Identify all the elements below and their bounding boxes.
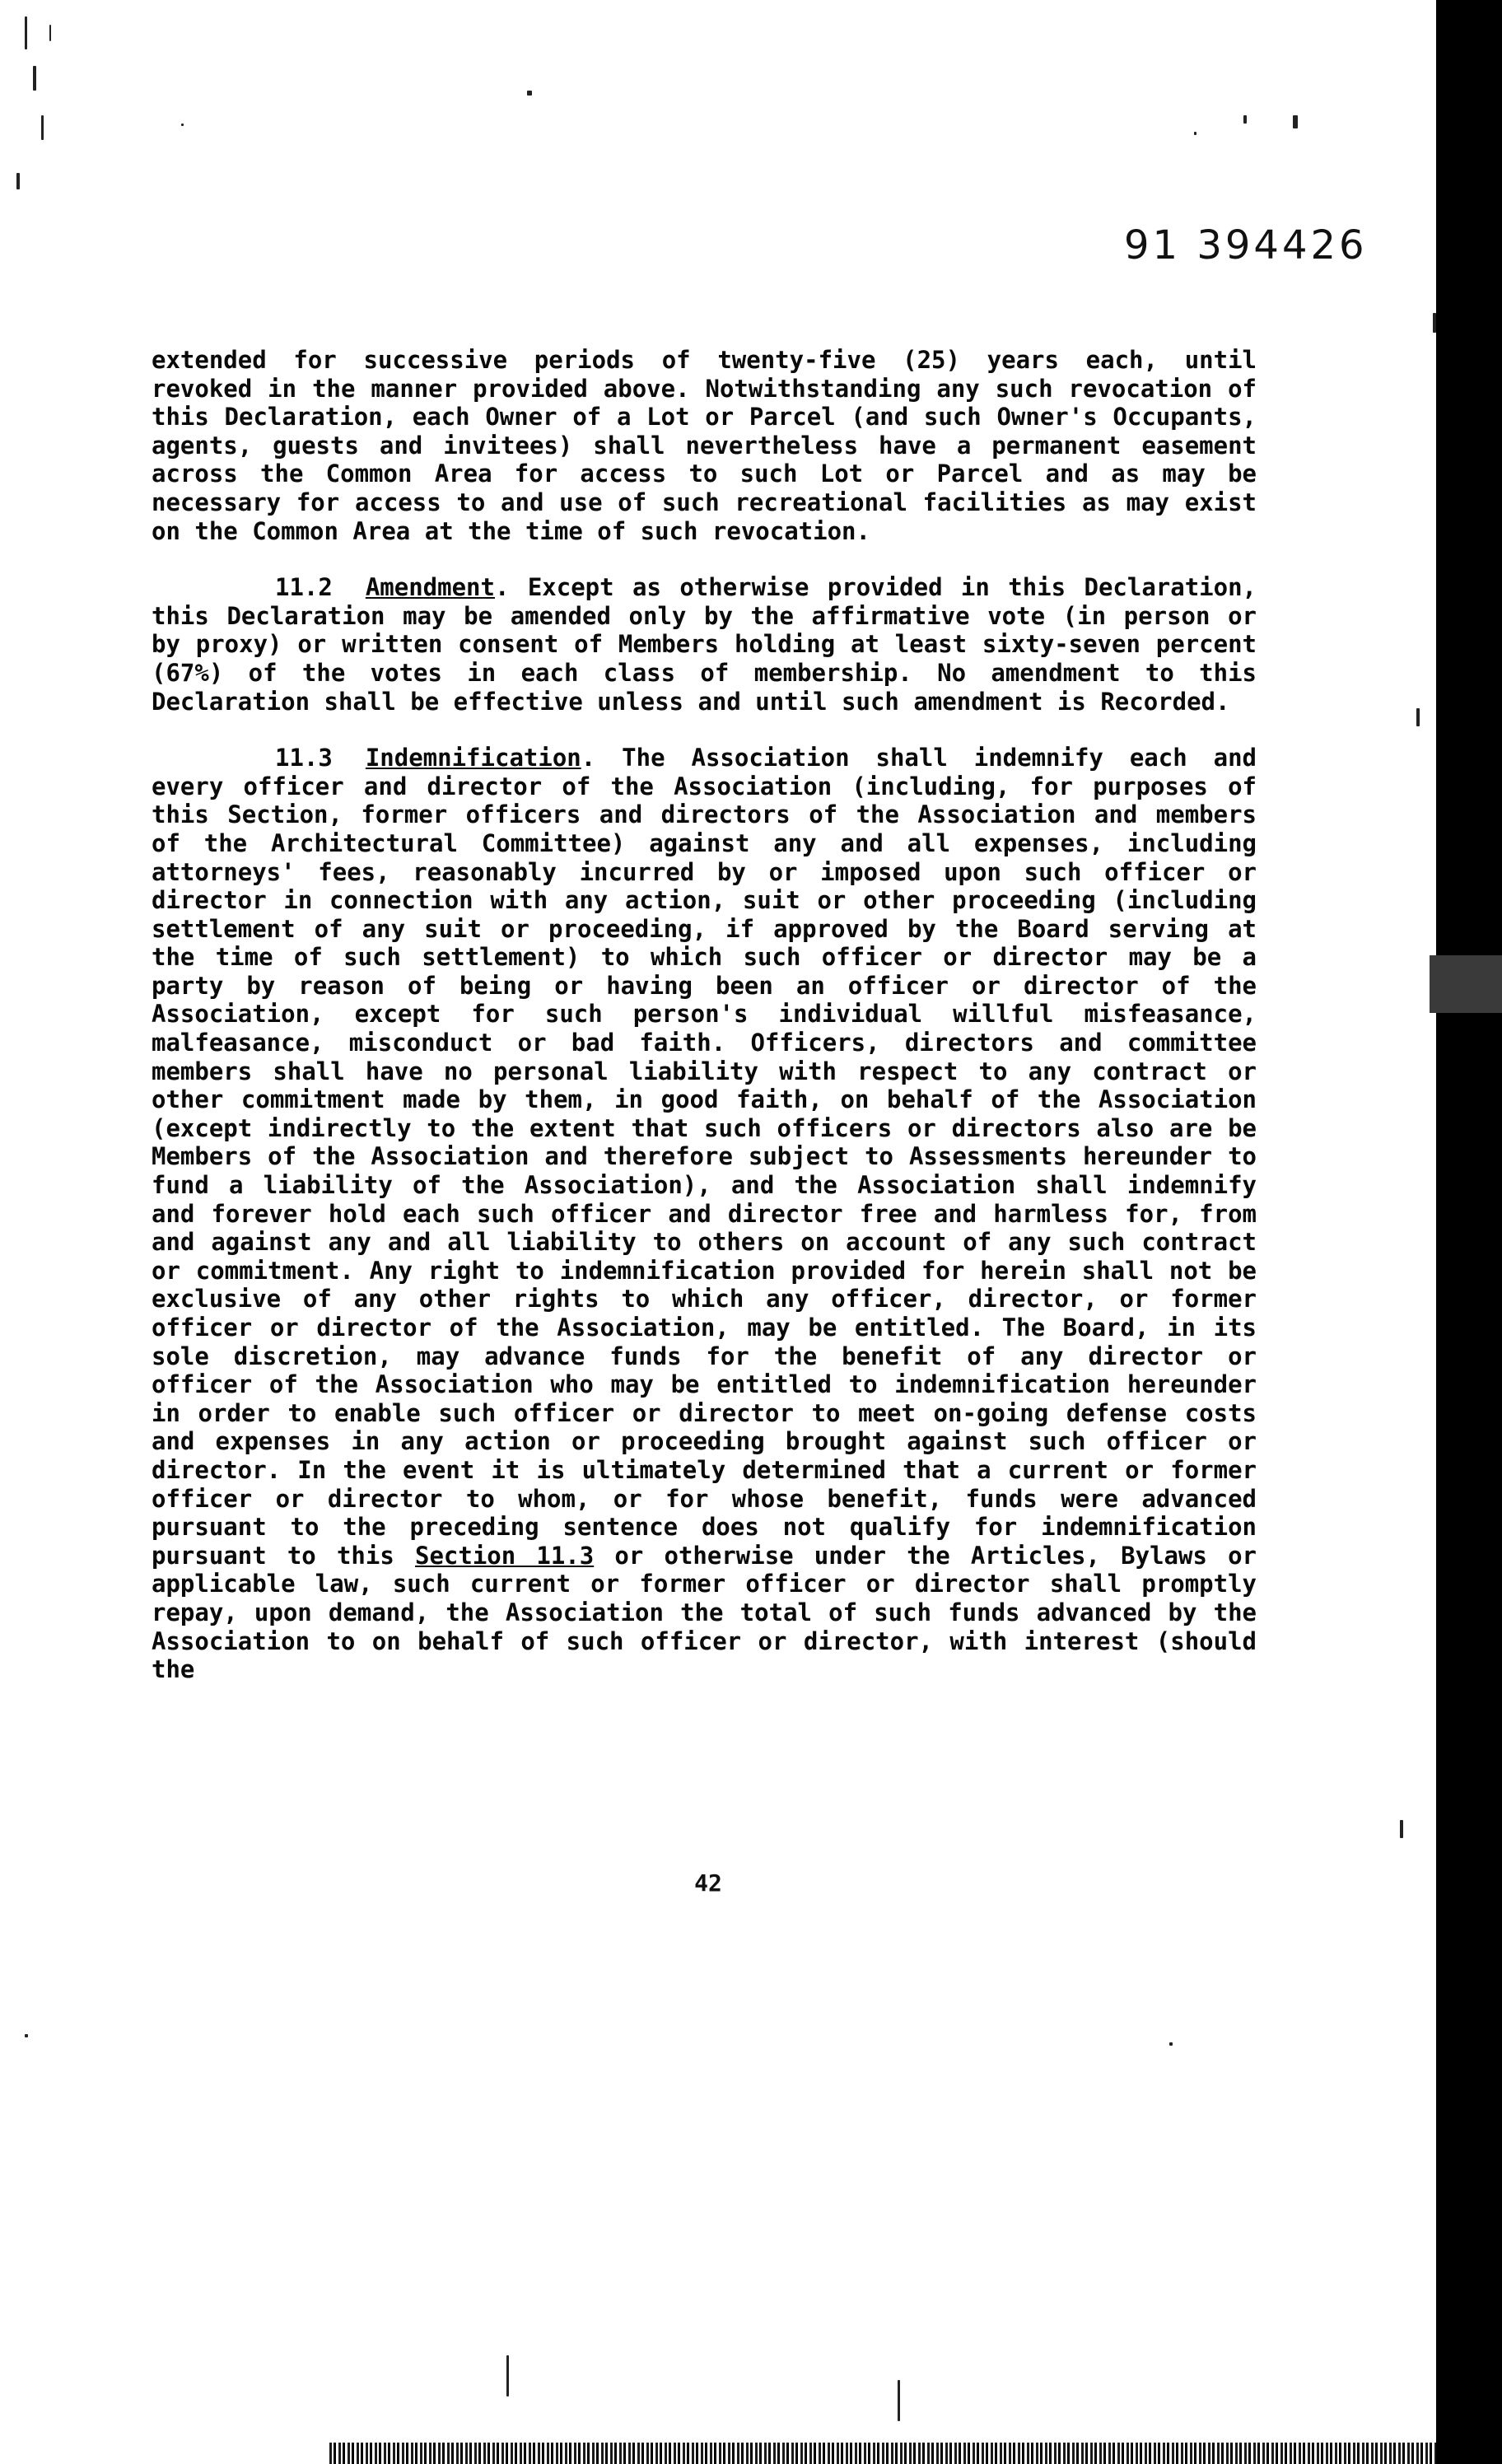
speck (1169, 2042, 1173, 2046)
speck (25, 16, 27, 49)
speck (41, 115, 44, 140)
speck (1416, 708, 1420, 726)
speck (16, 173, 20, 189)
speck (506, 2355, 509, 2396)
scan-edge-right (1436, 0, 1502, 2464)
document-body (152, 346, 1257, 1712)
speck (33, 66, 36, 91)
speck (25, 2034, 28, 2037)
speck (1194, 132, 1196, 135)
speck (1243, 115, 1247, 124)
page-number: 42 (694, 1869, 722, 1897)
speck (1293, 115, 1298, 128)
section-number: 11.2 (275, 573, 333, 602)
speck (1400, 1820, 1403, 1838)
speck (181, 124, 184, 126)
speck (1433, 313, 1436, 333)
section-number: 11.3 (275, 744, 333, 772)
section-heading: Amendment (365, 573, 495, 602)
speck (49, 25, 51, 41)
section-text: Except as otherwise provided in this Declaration, this Declaration may be amended only by the affirmative vote (in person or by proxy) or written consent of Members holding at least sixty-seven percent (67%) of the votes in each class of membership. No amendment to this Declaration shall be effective unless and until such amendment is Recorded. (152, 573, 1257, 716)
section-indemnification: 11.3 Indemnification. The Association shall indemnify each and every officer and director of the Association (including, for purposes of this Section, former officers and directors of the Association and members of the Architectural Committee) against any and all expenses, including attorneys' fees, reasonably incurred by or imposed upon such officer or director in connection with any action, suit or other proceeding (including settlement of any suit or proceeding, if approved by the Board serving at the time of such settlement) to which such officer or director may be a party by reason of being or having been an officer or director of the Association, except for such person's individual willful misfeasance, malfeasance, misconduct or bad faith. Officers, directors and committee members shall have no personal liability with respect to any contract or other commitment made by them, in good faith, on behalf of the Association (except indirectly to the extent that such officers or directors also are be Members of the Association and therefore subject to Assessments hereunder to fund a liability of the Association), and the Association shall indemnify and forever hold each such officer and director free and harmless for, from and against any and all liability to others on account of any such contract or commitment. Any right to indemnification provided for herein shall not be exclusive of any other rights to which any officer, director, or former officer or director of the Association, may be entitled. The Board, in its sole discretion, may advance funds for the benefit of any director or officer of the Association who may be entitled to indemnification hereunder in order to enable such officer or director to meet on-going defense costs and expenses in any action or proceeding brought against such officer or director. In the event it is ultimately determined that a current or former officer or director to whom, or for whose benefit, funds were advanced pursuant to the preceding sentence does not qualify for indemnification pursuant to this Section 11.3 or otherwise under the Articles, Bylaws or applicable law, such current or former officer or director shall promptly repay, upon demand, the Association the total of such funds advanced by the Association to on behalf of such officer or director, with interest (should the (152, 744, 1257, 1684)
section-text: The Association shall indemnify each and every officer and director of the Association (including, for purposes of this Section, former officers and directors of the Association and members of the Architectural Committee) against any and all expenses, including attorneys' fees, reasonably incurred by or imposed upon such officer or director in connection with any action, suit or other proceeding (including settlement of any suit or proceeding, if approved by the Board serving at the time of such settlement) to which such officer or director may be a party by reason of being or having been an officer or director of the Association, except for such person's individual willful misfeasance, malfeasance, misconduct or bad faith. Officers, directors and committee members shall have no personal liability with respect to any contract or other commitment made by them, in good faith, on behalf of the Association (except indirectly to the extent that such officers or directors also are be Members of the Association and therefore subject to Assessments hereunder to fund a liability of the Association), and the Association shall indemnify and forever hold each such officer and director free and harmless for, from and against any and all liability to others on account of any such contract or commitment. Any right to indemnification provided for herein shall not be exclusive of any other rights to which any officer, director, or former officer or director of the Association, may be entitled. The Board, in its sole discretion, may advance funds for the benefit of any director or officer of the Association who may be entitled to indemnification hereunder in order to enable such officer or director to meet on-going defense costs and expenses in any action or proceeding brought against such officer or director. In the event it is ultimately determined that a current or former officer or director to whom, or for whose benefit, funds were advanced pursuant to the preceding sentence does not qualify for indemnification pursuant to this (152, 744, 1257, 1570)
section-amendment: 11.2 Amendment. Except as otherwise provided in this Declaration, this Declaration may be amended only by the affirmative vote (in person or by proxy) or written consent of Members holding at least sixty-seven percent (67%) of the votes in each class of membership. No amendment to this Declaration shall be effective unless and until such amendment is Recorded. (152, 573, 1257, 716)
scan-edge-shadow (1430, 955, 1502, 1013)
recording-number: 91 394426 (1124, 222, 1368, 268)
speck (527, 91, 532, 96)
section-reference-link: Section 11.3 (414, 1541, 595, 1570)
paragraph-continuation: extended for successive periods of twenty-five (25) years each, until revoked in the manner provided above. Notwithstanding any such revocation of this Declaration, each Owner of a Lot or Parcel (and such Owner's Occupants, agents, guests and invitees) shall nevertheless have a permanent easement across the Common Area for access to such Lot or Parcel and as may be necessary for access to and use of such recreational facilities as may exist on the Common Area at the time of such revocation. (152, 346, 1257, 545)
scan-edge-bottom (329, 2443, 1436, 2464)
section-heading: Indemnification (365, 744, 581, 772)
section-text-continued: or otherwise under the Articles, Bylaws or applicable law, such current or former officer or director shall promptly repay, upon demand, the Association the total of such funds advanced by the Association to on behalf of such officer or director, with interest (should the (152, 1541, 1257, 1684)
speck (898, 2380, 900, 2421)
